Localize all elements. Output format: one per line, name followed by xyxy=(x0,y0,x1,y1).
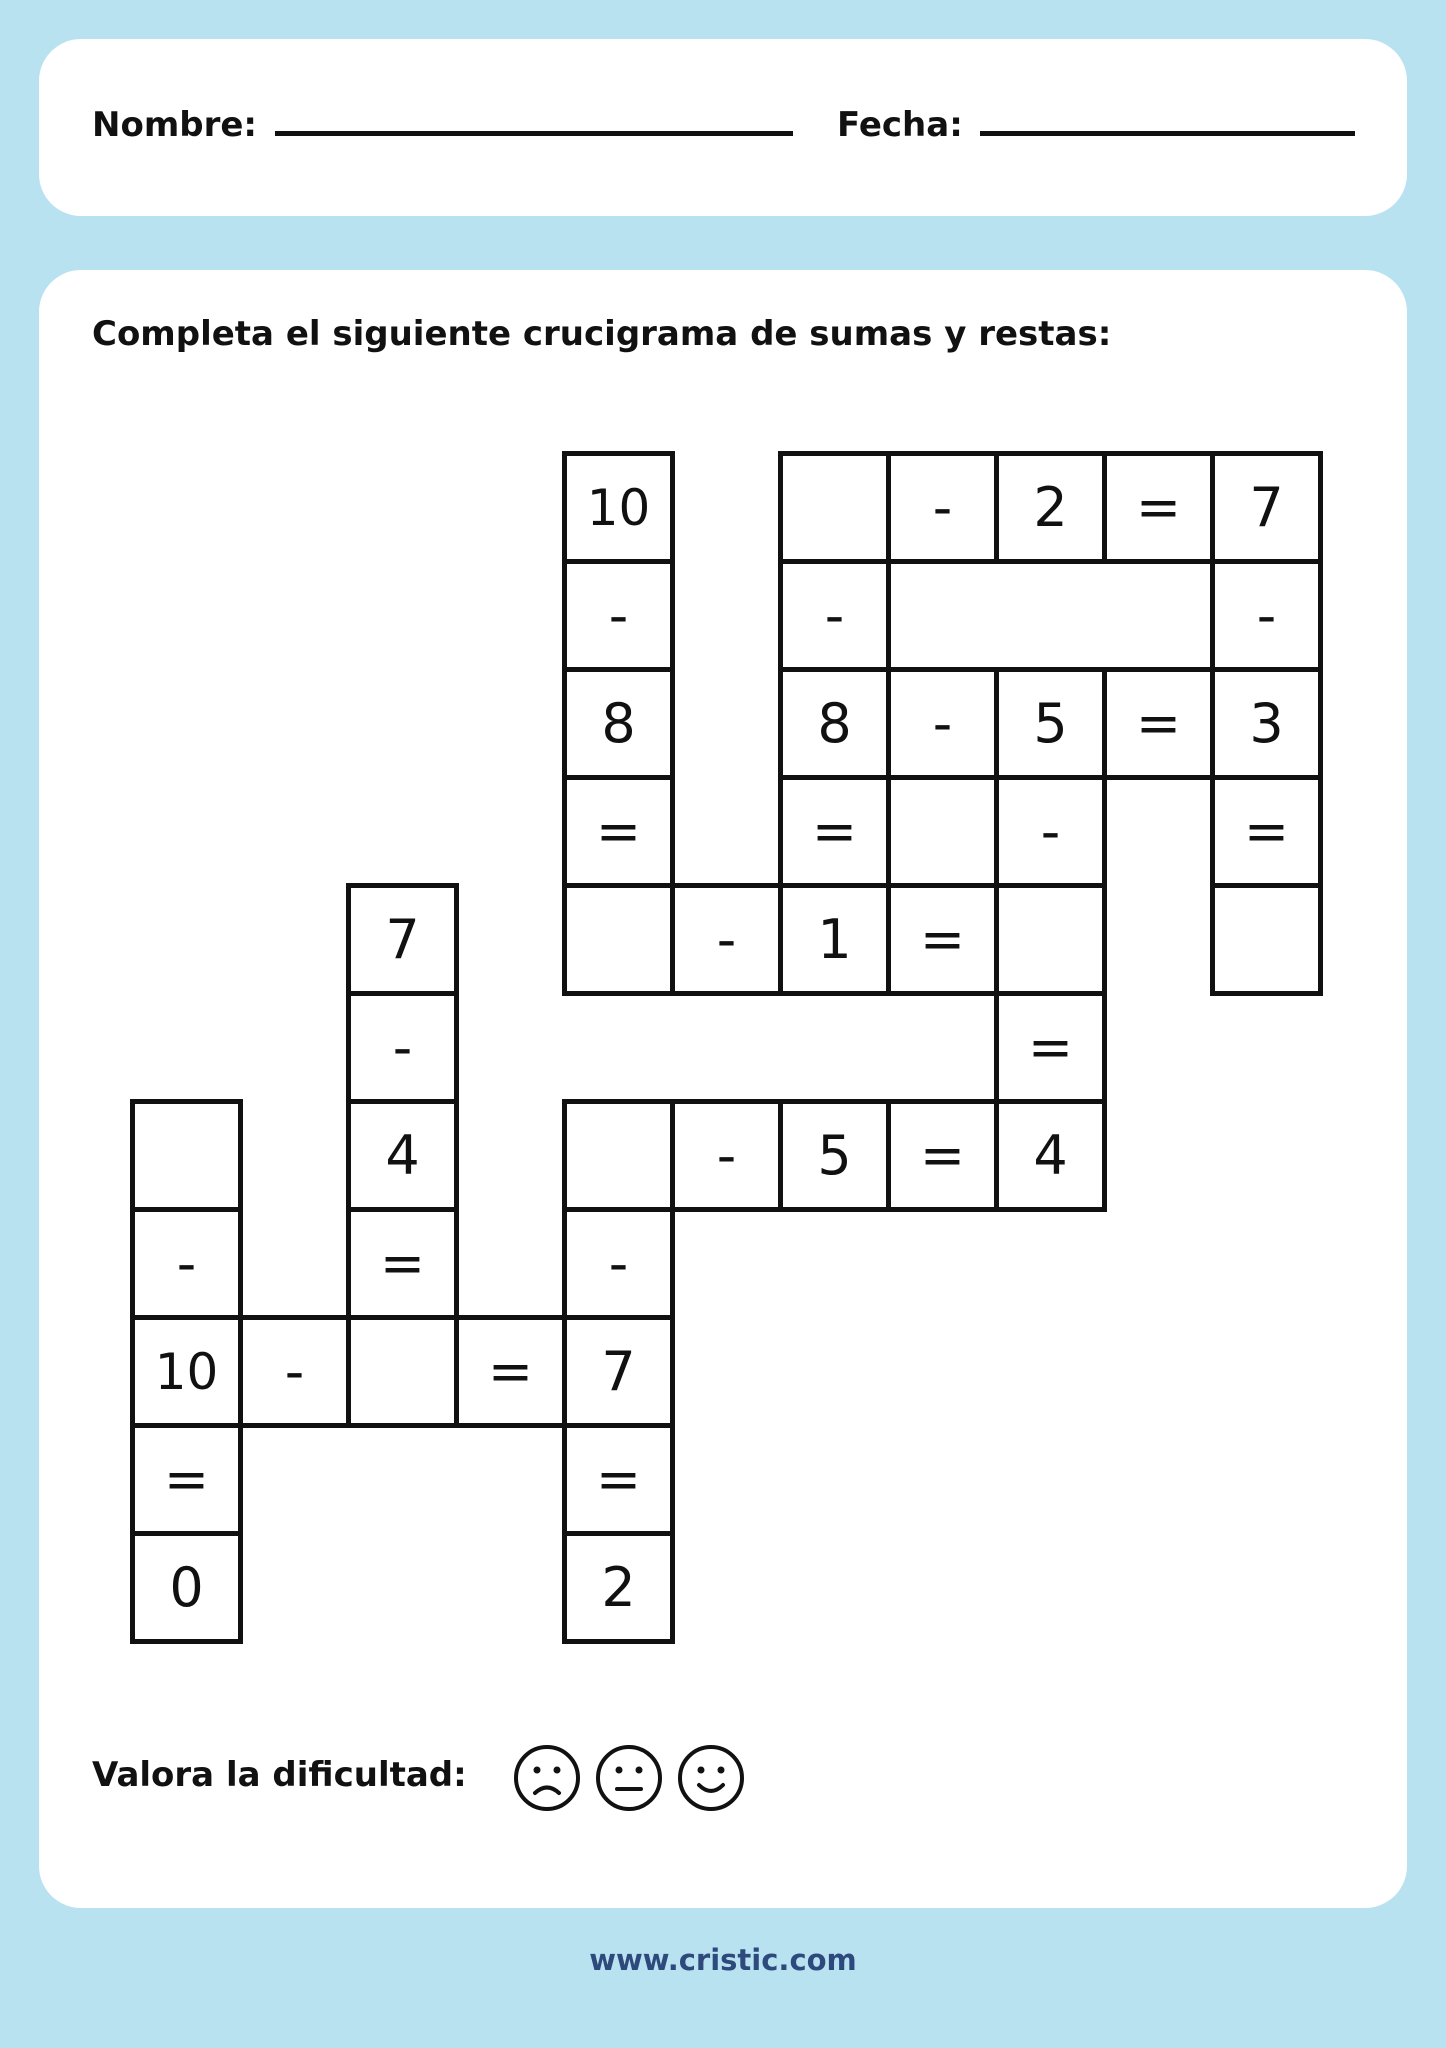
crossword-cell: 3 xyxy=(1210,667,1323,780)
crossword-cell: 8 xyxy=(778,667,891,780)
neutral-face-icon[interactable] xyxy=(595,1744,663,1812)
crossword-cell: 2 xyxy=(562,1531,675,1644)
crossword-cell: = xyxy=(562,1423,675,1536)
crossword-cell: - xyxy=(1210,559,1323,672)
crossword-cell: 7 xyxy=(562,1315,675,1428)
crossword-cell: = xyxy=(994,991,1107,1104)
crossword-cell: 8 xyxy=(562,667,675,780)
crossword-cell: = xyxy=(454,1315,567,1428)
crossword-cell: 10 xyxy=(562,451,675,564)
crossword-grid xyxy=(39,270,1407,1908)
crossword-cell[interactable] xyxy=(994,883,1107,996)
crossword-cell: = xyxy=(346,1207,459,1320)
crossword-cell: - xyxy=(670,883,783,996)
worksheet-card xyxy=(39,270,1407,1908)
crossword-cell[interactable] xyxy=(1210,883,1323,996)
crossword-cell: = xyxy=(1102,451,1215,564)
crossword-cell: = xyxy=(1102,667,1215,780)
header-card xyxy=(39,39,1407,216)
crossword-cell: - xyxy=(346,991,459,1104)
footer-url[interactable]: www.cristic.com xyxy=(589,1943,857,1977)
crossword-cell: 7 xyxy=(346,883,459,996)
crossword-cell: 7 xyxy=(1210,451,1323,564)
crossword-cell: 10 xyxy=(130,1315,243,1428)
crossword-cell[interactable] xyxy=(562,883,675,996)
crossword-cell: - xyxy=(130,1207,243,1320)
crossword-cell: - xyxy=(886,667,999,780)
crossword-cell[interactable] xyxy=(130,1099,243,1212)
crossword-cell: - xyxy=(238,1315,351,1428)
crossword-cell: = xyxy=(562,775,675,888)
crossword-cell: - xyxy=(886,451,999,564)
crossword-cell: 5 xyxy=(778,1099,891,1212)
crossword-cell[interactable] xyxy=(778,451,891,564)
crossword-cell: - xyxy=(670,1099,783,1212)
date-label: Fecha: xyxy=(837,105,963,145)
happy-face-icon[interactable] xyxy=(677,1744,745,1812)
name-label: Nombre: xyxy=(92,105,258,145)
crossword-cell: 2 xyxy=(994,451,1107,564)
instructions-text: Completa el siguiente crucigrama de sumas y restas: xyxy=(92,314,1112,354)
crossword-cell: 4 xyxy=(994,1099,1107,1212)
crossword-cell: - xyxy=(994,775,1107,888)
crossword-cell[interactable] xyxy=(886,775,999,888)
rating-label: Valora la dificultad: xyxy=(92,1755,467,1795)
crossword-cell: - xyxy=(778,559,891,672)
crossword-cell: 0 xyxy=(130,1531,243,1644)
name-field[interactable] xyxy=(275,131,793,136)
crossword-cell: = xyxy=(1210,775,1323,888)
date-field[interactable] xyxy=(980,131,1355,136)
crossword-cell: = xyxy=(886,1099,999,1212)
crossword-cell: - xyxy=(562,1207,675,1320)
crossword-cell: = xyxy=(130,1423,243,1536)
crossword-cell: 4 xyxy=(346,1099,459,1212)
crossword-cell: 5 xyxy=(994,667,1107,780)
crossword-cell[interactable] xyxy=(346,1315,459,1428)
sad-face-icon[interactable] xyxy=(513,1744,581,1812)
crossword-cell: = xyxy=(778,775,891,888)
crossword-cell: 1 xyxy=(778,883,891,996)
crossword-cell: = xyxy=(886,883,999,996)
crossword-cell: - xyxy=(562,559,675,672)
crossword-cell[interactable] xyxy=(562,1099,675,1212)
